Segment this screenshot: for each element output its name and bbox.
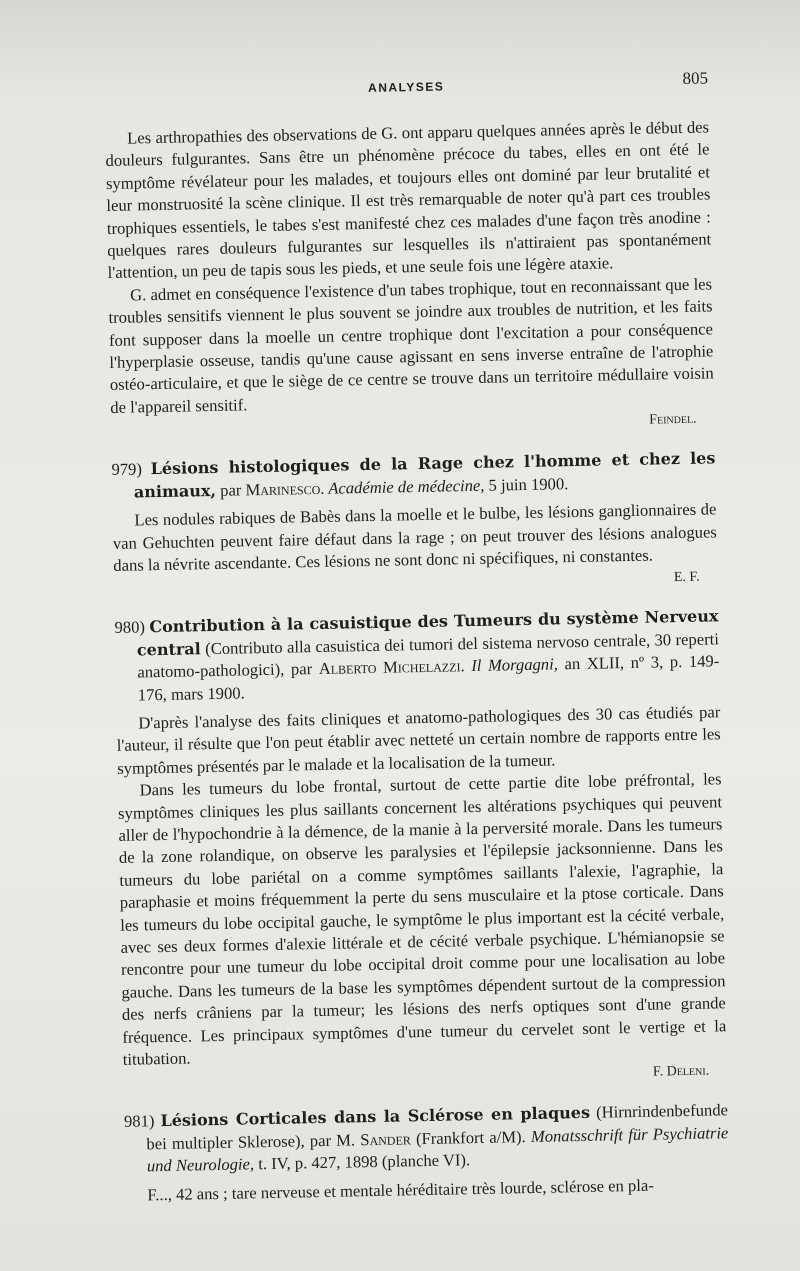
page-content [104, 68, 730, 1206]
entry-signature: F. Deleni. [652, 1064, 710, 1081]
entry-details: t. IV, p. 427, 1898 (planche VI). [253, 1150, 471, 1174]
entry-author: Marinesco. [245, 478, 325, 500]
page-number: 805 [682, 68, 709, 88]
intro-signature: Feindel. [649, 411, 697, 428]
entry-subtitle: (Contributo alla casuistica dei tumori del sistema nervoso centrale, 30 reperti anatomo-pathologici), par [137, 629, 720, 682]
entry-heading [111, 448, 716, 504]
entry-title: Lésions histologiques de la Rage chez l'homme et chez les animaux, [133, 448, 716, 502]
entry-title: Contribution à la casuistique des Tumeurs du système Nerveux central [136, 606, 719, 660]
entry-980 [114, 606, 727, 1094]
entry-number: 980) [114, 617, 146, 638]
entry-title: Lésions Corticales dans la Sclérose en plaques [160, 1103, 591, 1131]
entry-details: an XLII, nº 3, p. 149-176, mars 1900. [137, 651, 720, 704]
entry-source: Il Morgagni, [464, 654, 559, 676]
entry-paragraph: Dans les tumeurs du lobe frontal, surtout de cette partie dite lobe préfrontal, les symptômes cliniques les plus saillants concernent les altérations psychiques qui peuvent aller de l'hypochondrie à la démence, de la manie à la perversité morale. Dans les tumeurs de la zone rolandique, on observe les paralysies et l'épilepsie jacksonnienne. Dans les tumeurs du lobe pariétal on a comme symptômes saillants l'alexie, l'agraphie, la paraphasie et moins fréquemment la perte du sens musculaire et la ptose corticale. Dans les tumeurs du lobe occipital gauche, le symptôme le plus important est la cécité verbale, avec ses deux formes d'alexie littérale et de cécité verbale psychique. L'hémianopsie se rencontre pour une tumeur du lobe occipital droit comme pour une localisation au lobe gauche. Dans les tumeurs de la base les symptômes dépendent surtout de la compression des nerfs crâniens par la tumeur; les lésions des nerfs optiques sont d'une grande fréquence. Les principaux symptômes d'une tumeur du cervelet sont le vertige et la titubation. [117, 769, 727, 1069]
entry-heading [124, 1100, 729, 1179]
intro-paragraph-2: G. admet en conséquence l'existence d'un tabes trophique, tout en reconnaissant que les troubles sensitifs viennent le plus souvent se joindre aux troubles de nutrition, et les faits font supposer dans la moelle un centre trophique dont l'excitation a pour conséquence l'hyperplasie osseuse, tandis qu'une cause agissant en sens inverse entraîne de l'atrophie ostéo-articulaire, et que le siège de ce centre se trouve dans un territoire médullaire voisin de l'appareil sensitif. [108, 274, 714, 417]
entry-author: Sander [360, 1129, 411, 1150]
entry-paragraph: D'après l'analyse des faits cliniques et anatomo-pathologiques des 30 cas étudiés par l'auteur, il résulte que l'on peut établir avec netteté un certain nombre de rapports entre les symptômes présentés par le malade et la localisation de la tumeur. [116, 702, 721, 778]
entry-signature: E. F. [673, 569, 700, 586]
entry-by: par [215, 480, 246, 500]
entry-subtitle: (Hirnrindenbefunde bei multipler Sklerose), par M. [146, 1100, 729, 1154]
entry-details: 5 juin 1900. [484, 473, 569, 495]
running-head [104, 68, 708, 110]
entry-source: Monatsschrift für Psychiatrie und Neurologie, [146, 1123, 729, 1176]
entry-author: Alberto Michelazzi. [318, 656, 465, 679]
intro-paragraph-1: Les arthropathies des observations de G. ont apparu quelques années après le début des douleurs fulgurantes. Sans être un phénomène précoce du tabes, elles en ont été le symptôme révélateur pour les malades, et toujours elles ont dominé par leur brutalité et leur monstruosité la scène clinique. Il est très remarquable de noter qu'à part ces troubles trophiques essentiels, le tabes s'est manifesté chez ces malades d'une façon très anodine : quelques rares douleurs fulgurantes sur lesquelles ils n'attiraient pas spontanément l'attention, un peu de tapis sous les pieds, et une seule fois une légère ataxie. [105, 117, 712, 283]
entry-paragraph: Les nodules rabiques de Babès dans la moelle et le bulbe, les lésions ganglionnaires de van Gehuchten peuvent faire défaut dans la rage ; on peut trouver des lésions analogues dans la névrite ascendante. Ces lésions ne sont donc ni spécifiques, ni constantes. [112, 499, 717, 575]
entry-source: Académie de médecine, [324, 475, 485, 498]
entry-979 [111, 448, 718, 600]
running-title: ANALYSES [367, 79, 445, 95]
entry-heading [114, 606, 720, 707]
entry-number: 979) [111, 459, 143, 480]
entry-source-prefix: (Frankfort a/M). [410, 1126, 532, 1149]
entry-paragraph: F..., 42 ans ; tare nerveuse et mentale héréditaire très lourde, sclérose en pla- [147, 1175, 654, 1205]
entry-number: 981) [123, 1111, 155, 1132]
entry-981 [124, 1100, 730, 1207]
